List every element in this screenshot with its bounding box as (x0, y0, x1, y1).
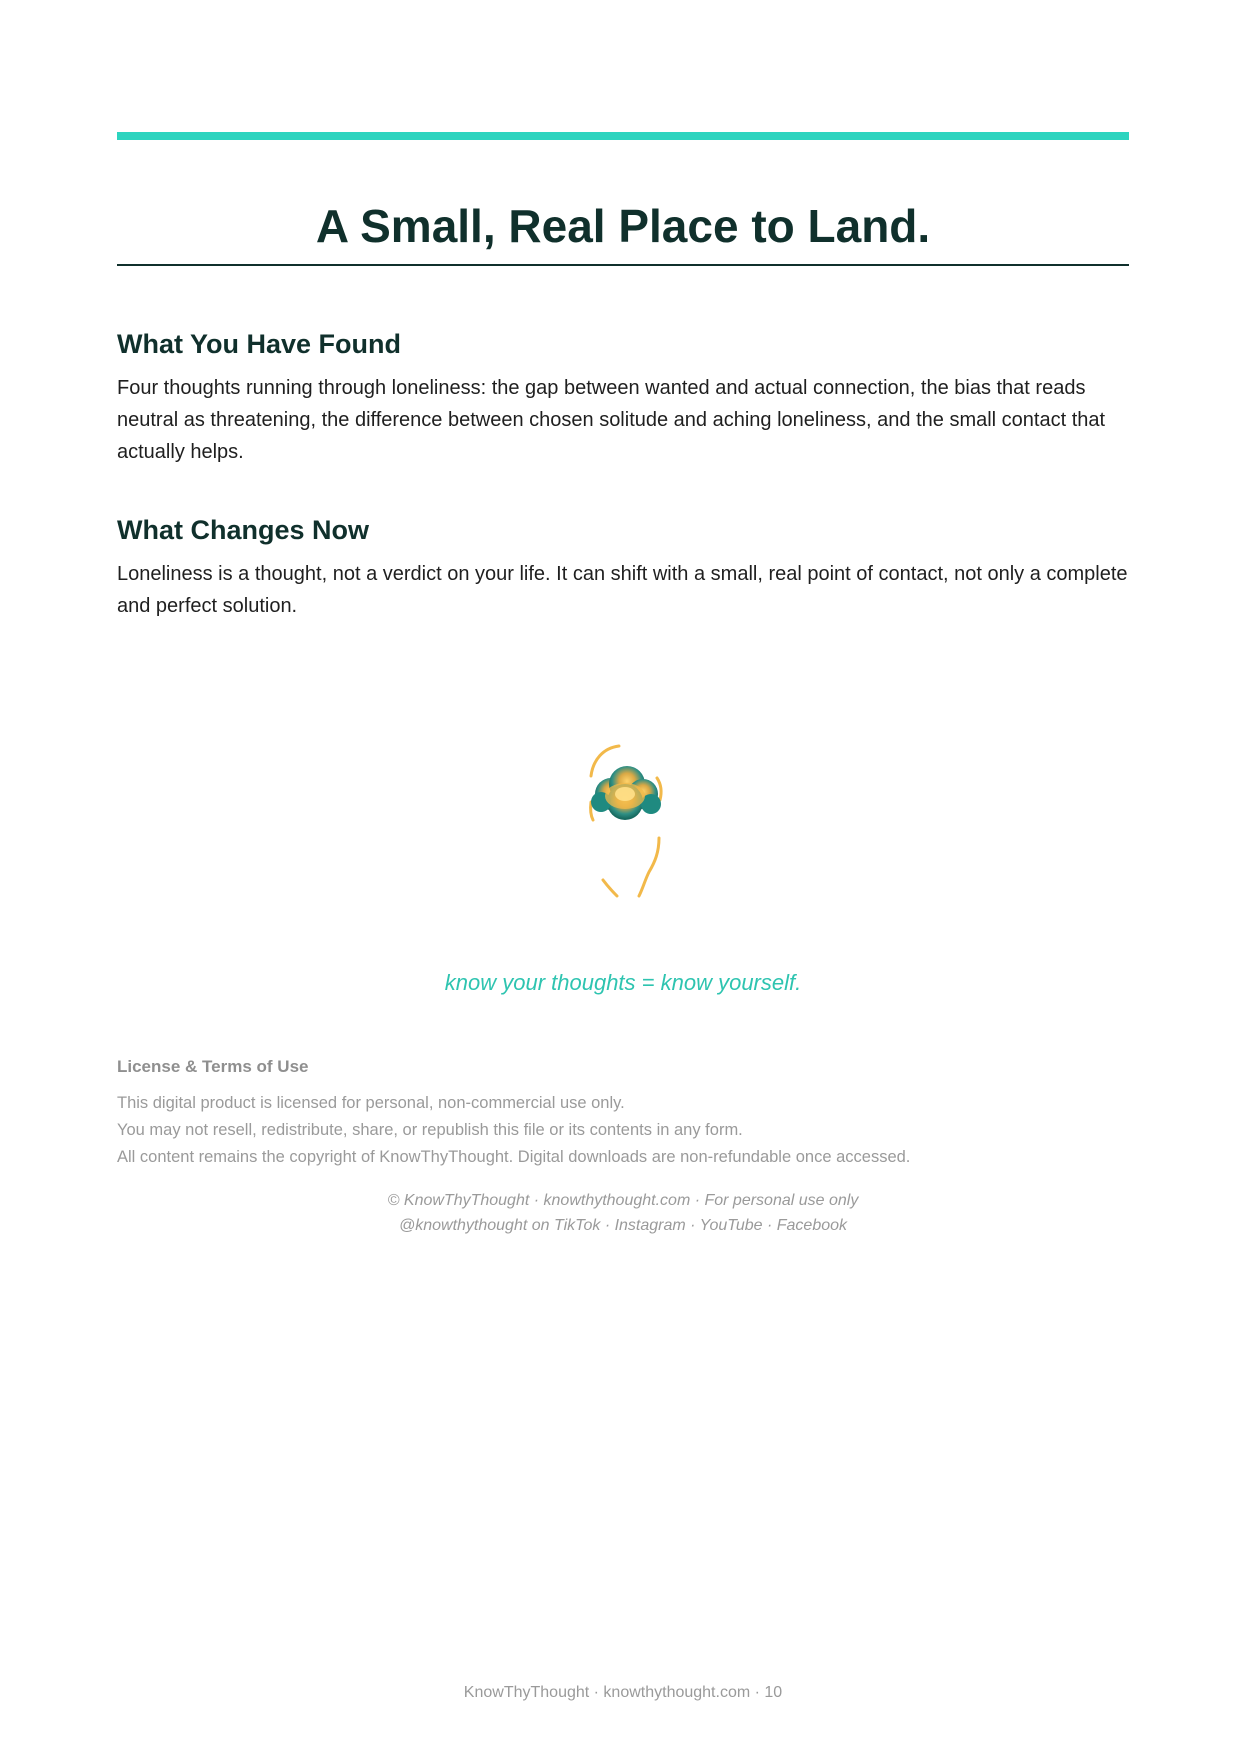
title-divider (117, 264, 1129, 266)
credits (117, 1188, 1129, 1238)
page-title: A Small, Real Place to Land. (315, 200, 931, 252)
document-page (117, 0, 1129, 1754)
license-heading: License & Terms of Use (117, 1057, 309, 1076)
section-heading-changes: What Changes Now (117, 515, 370, 545)
license-line: All content remains the copyright of KnowThyThought. Digital downloads are non-refundable once accessed. (117, 1148, 911, 1166)
license-line: You may not resell, redistribute, share, or republish this file or its contents in any form. (117, 1121, 743, 1139)
tagline: know your thoughts = know yourself. (444, 970, 802, 995)
license-line: This digital product is licensed for personal, non-commercial use only. (117, 1094, 625, 1112)
head-with-glowing-cloud-icon (563, 740, 683, 910)
social-line: @knowthythought on TikTok · Instagram · YouTube · Facebook (398, 1217, 848, 1234)
page-footer: KnowThyThought · knowthythought.com · 10 (463, 1684, 783, 1701)
section-body-changes: Loneliness is a thought, not a verdict on your life. It can shift with a small, real point of contact, not only a complete and perfect solution. (117, 563, 1128, 617)
accent-bar (117, 132, 1129, 140)
section-heading-found: What You Have Found (117, 329, 402, 359)
section-body-found: Four thoughts running through loneliness: the gap between wanted and actual connection, the bias that reads neutral as threatening, the difference between chosen solitude and aching loneliness, and the small contact that actually helps. (117, 377, 1106, 463)
copyright-line: © KnowThyThought · knowthythought.com · For personal use only (387, 1192, 859, 1209)
license-text (117, 1090, 1129, 1171)
